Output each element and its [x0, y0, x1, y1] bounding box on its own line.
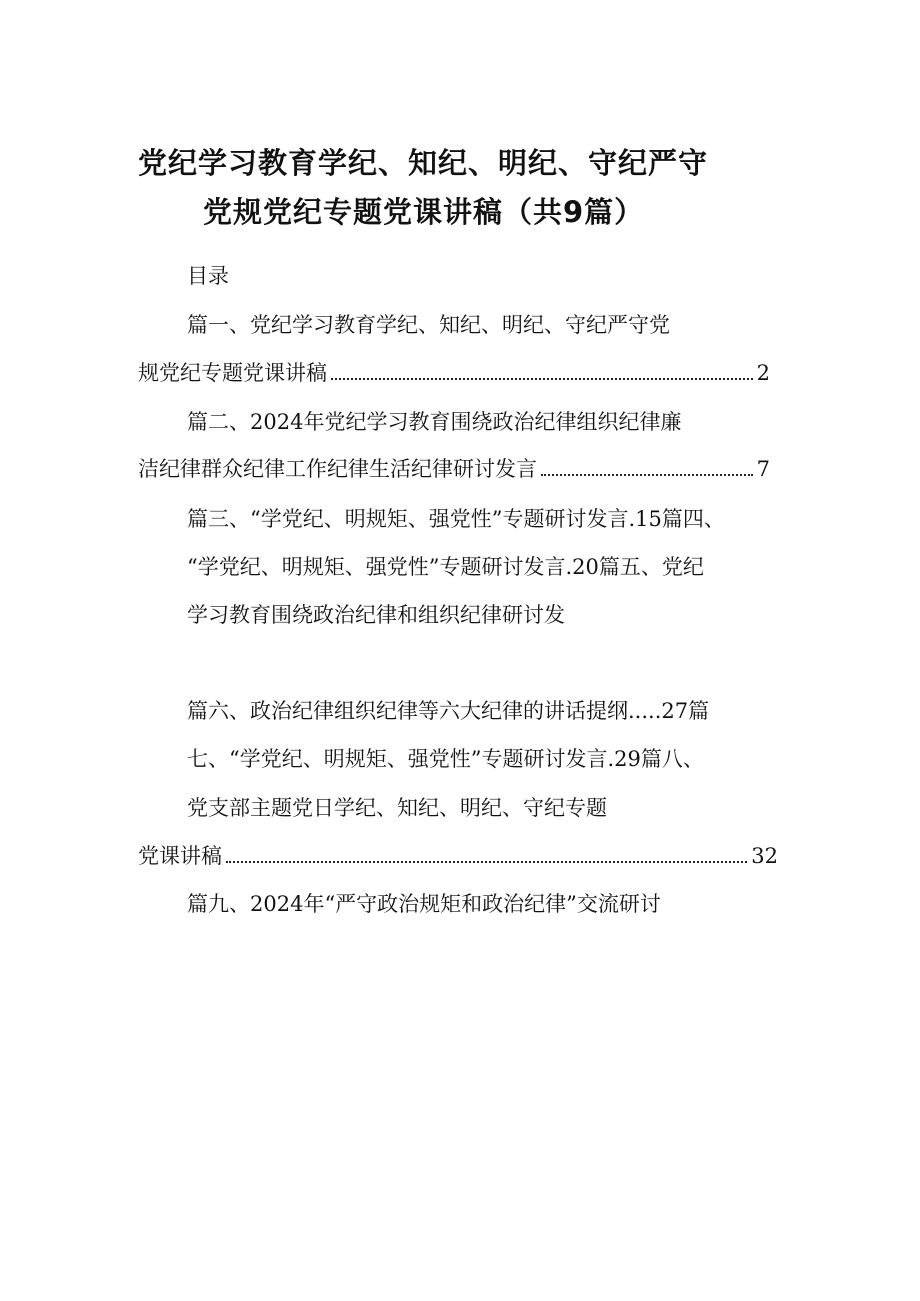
toc-line[interactable]: 党支部主题党日学纪、知纪、明纪、守纪专题	[187, 796, 607, 820]
toc-line[interactable]	[138, 359, 770, 387]
toc-entry-text: 党课讲稿	[138, 844, 222, 868]
toc-line[interactable]: 七、“学党纪、明规矩、强党性”专题研讨发言.29篇八、	[187, 747, 704, 771]
dot-leader	[541, 474, 753, 476]
toc-line[interactable]: 篇一、党纪学习教育学纪、知纪、明纪、守纪严守党	[187, 313, 670, 337]
toc-line[interactable]	[138, 842, 778, 870]
document-title-line-2: 党规党纪专题党课讲稿（共9篇）	[203, 195, 645, 229]
toc-line[interactable]: 篇三、“学党纪、明规矩、强党性”专题研讨发言.15篇四、	[187, 507, 725, 531]
toc-line[interactable]: 篇六、政治纪律组织纪律等六大纪律的讲话提纲.....27篇	[187, 699, 710, 723]
dot-leader	[331, 378, 753, 380]
toc-page-number: 7	[756, 457, 770, 481]
toc-heading: 目录	[187, 264, 229, 288]
toc-line[interactable]: 篇二、2024年党纪学习教育围绕政治纪律组织纪律廉	[187, 410, 682, 434]
toc-line[interactable]	[138, 455, 770, 483]
toc-line[interactable]: “学党纪、明规矩、强党性”专题研讨发言.20篇五、党纪	[187, 555, 704, 579]
toc-line[interactable]: 篇九、2024年“严守政治规矩和政治纪律”交流研讨	[187, 892, 661, 916]
toc-page-number: 32	[751, 844, 778, 868]
toc-page-number: 2	[756, 361, 770, 385]
document-title-line-1: 党纪学习教育学纪、知纪、明纪、守纪严守	[138, 146, 709, 180]
toc-entry-text: 洁纪律群众纪律工作纪律生活纪律研讨发言	[138, 457, 537, 481]
toc-line[interactable]: 学习教育围绕政治纪律和组织纪律研讨发	[187, 603, 565, 627]
dot-leader	[226, 861, 747, 863]
toc-entry-text: 规党纪专题党课讲稿	[138, 361, 327, 385]
